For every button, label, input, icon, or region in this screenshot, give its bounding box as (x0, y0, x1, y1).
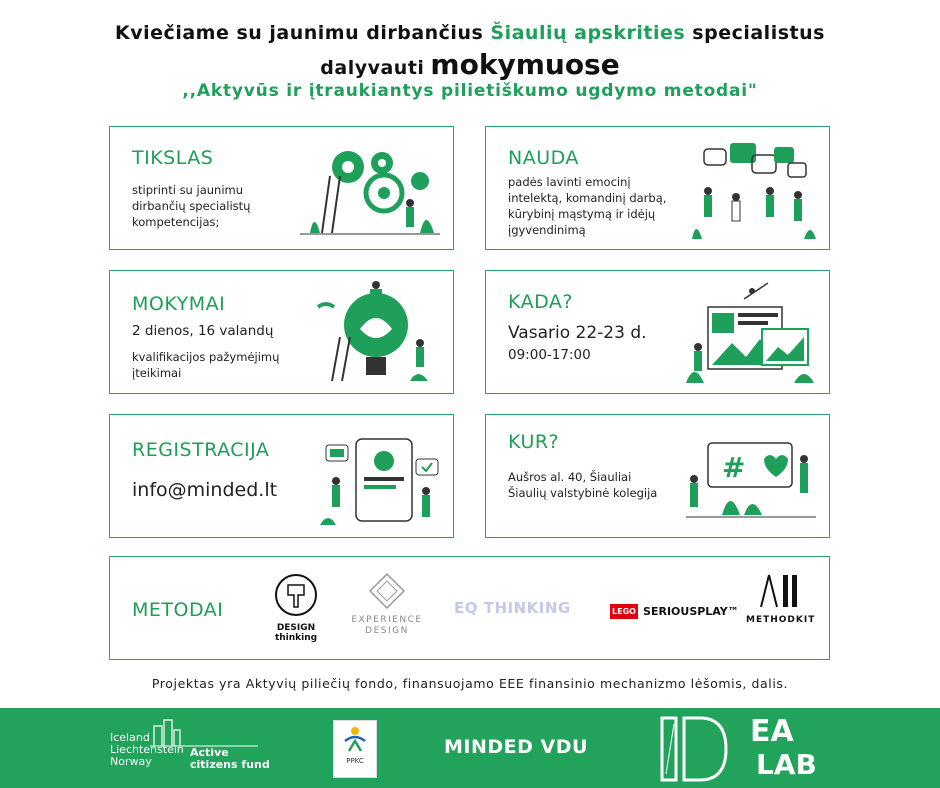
card-title: KUR? (508, 431, 560, 453)
card-title: NAUDA (508, 147, 579, 169)
diamond-icon (367, 571, 407, 611)
card-title: REGISTRACIJA (132, 439, 270, 461)
team-chat-illustration-icon (686, 141, 818, 241)
hashtag-heart-illustration-icon (686, 429, 816, 527)
fund-name-line: Active (190, 746, 229, 759)
card-address: Aušros al. 40, Šiauliai (508, 470, 632, 484)
experience-design-logo (342, 571, 432, 637)
fund-name (190, 747, 270, 771)
ruler-compass-icon (755, 571, 801, 611)
logo-text: DESIGN (365, 626, 409, 636)
card-title: TIKSLAS (132, 147, 214, 169)
card-date: Vasario 22-23 d. (508, 323, 647, 343)
country-name: Liechtenstein (110, 743, 184, 756)
header-region: Šiaulių apskrities (490, 22, 686, 44)
card-tikslas (109, 126, 454, 250)
header-participate: dalyvauti (320, 57, 425, 79)
country-name: Norway (110, 755, 152, 768)
methodkit-logo (746, 571, 816, 625)
lightbulb-illustration-icon (310, 277, 440, 387)
idea-text: EA (750, 714, 794, 749)
fund-name-line: citizens fund (190, 758, 270, 771)
header (0, 22, 940, 101)
social-media-illustration-icon (316, 431, 446, 529)
card-kur (485, 414, 830, 538)
design-thinking-logo (270, 573, 322, 643)
funding-note: Projektas yra Aktyvių piliečių fondo, finansuojamo EEE finansinio mechanizmo lėšomis, dalis. (151, 676, 789, 691)
card-text: stiprinti su jaunimu dirbančių specialistų kompetencijas; (132, 183, 251, 229)
card-text: padės lavinti emocinį intelektą, komandinį darbą, kūrybinį mąstymą ir idėjų įgyvendinimą (508, 175, 667, 237)
card-title: MOKYMAI (132, 293, 226, 315)
country-name: Iceland (110, 731, 150, 744)
fund-countries (110, 732, 184, 768)
ppkc-text: PPKC (346, 757, 364, 765)
card-text: kvalifikacijos pažymėjimų įteikimai (132, 350, 280, 380)
card-place: Šiaulių valstybinė kolegija (508, 486, 658, 500)
lab-text: LAB (756, 748, 817, 781)
gears-illustration-icon (300, 141, 440, 239)
logo-text: SERIOUSPLAY™ (643, 605, 739, 618)
registration-email[interactable]: info@minded.lt (132, 479, 278, 501)
card-duration: 2 dienos, 16 valandų (132, 323, 274, 339)
footer-bar (0, 708, 940, 788)
card-nauda (485, 126, 830, 250)
card-title: KADA? (508, 291, 574, 313)
eq-thinking-logo: EQ THINKING (454, 599, 571, 617)
presentation-illustration-icon (682, 277, 818, 387)
header-text: Kviečiame su jaunimu dirbančius (115, 22, 491, 44)
lego-serious-play-logo (610, 601, 739, 621)
minded-vdu-logo: MINDED VDU (444, 736, 588, 758)
card-kada (485, 270, 830, 394)
logo-text: DESIGN (276, 623, 316, 633)
ppkc-figure-icon (335, 721, 375, 755)
logo-text: METHODKIT (746, 615, 816, 625)
lego-badge: LEGO (610, 604, 638, 619)
card-mokymai (109, 270, 454, 394)
card-metodai (109, 556, 830, 660)
ppkc-logo (333, 720, 377, 778)
logo-text: thinking (274, 633, 318, 643)
header-program-title: ,,Aktyvūs ir įtraukiantys pilietiškumo ugdymo metodai" (182, 81, 758, 101)
logo-text: EXPERIENCE (351, 615, 423, 625)
card-registracija (109, 414, 454, 538)
svg-text:#: # (722, 451, 746, 484)
header-training: mokymuose (430, 48, 620, 81)
header-text-end: specialistus (685, 22, 825, 44)
design-thinking-icon (273, 573, 319, 621)
header-line-1 (0, 22, 940, 44)
header-line-2 (0, 48, 940, 81)
card-title: METODAI (132, 599, 224, 621)
card-time: 09:00-17:00 (508, 347, 591, 363)
idea-id-icon (660, 714, 750, 786)
